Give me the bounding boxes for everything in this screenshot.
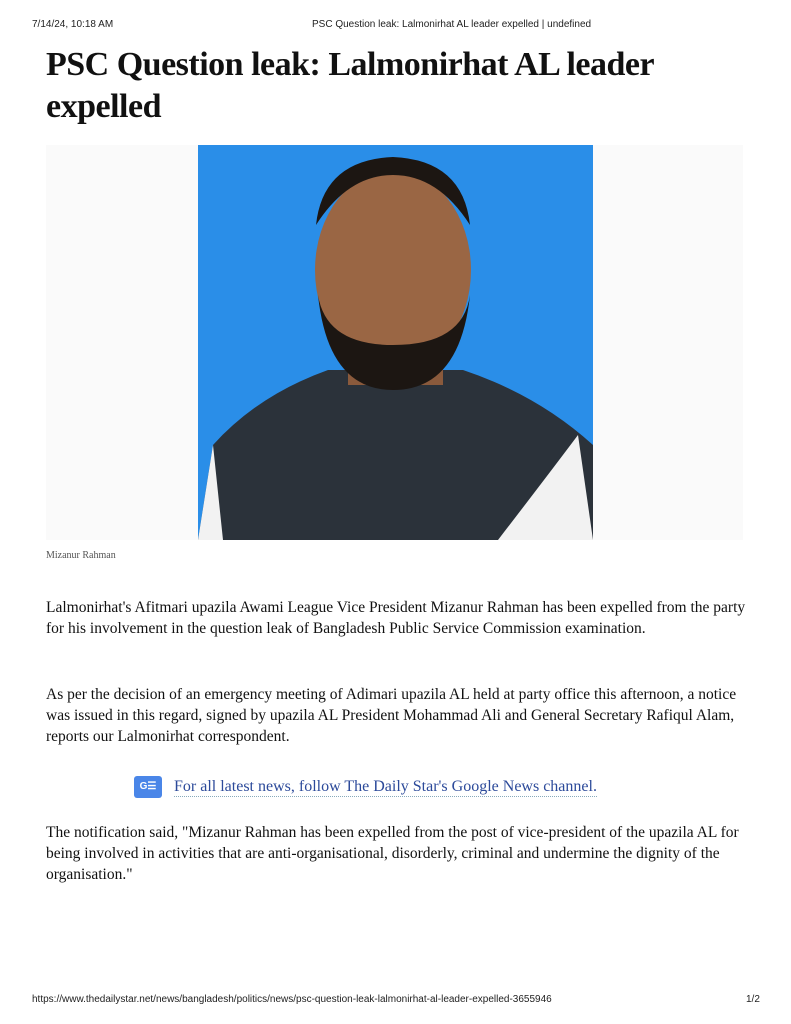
paragraph-1: Lalmonirhat's Afitmari upazila Awami League Vice President Mizanur Rahman has been expelled from the party for his involvement in the question leak of Bangladesh Public Service Commission examination. [46,599,746,637]
article-title: PSC Question leak: Lalmonirhat AL leader expelled [46,46,654,125]
article-photo [198,145,593,540]
google-news-icon: G☰ [134,776,162,798]
print-datetime: 7/14/24, 10:18 AM [32,19,114,30]
paragraph-2: As per the decision of an emergency meeting of Adimari upazila AL held at party office this afternoon, a notice was issued in this regard, signed by upazila AL President Mohammad Ali and General Secretary Rafiqul Alam, reports our Lalmonirhat correspondent. [46,686,737,745]
google-news-promo [134,776,597,798]
paragraph-3: The notification said, "Mizanur Rahman has been expelled from the post of vice-president of the upazila AL for being involved in activities that are anti-organisational, disorderly, criminal and undermine the dignity of the organisation." [46,824,739,883]
page-number: 1/2 [746,994,760,1005]
photo-caption: Mizanur Rahman [46,550,116,561]
print-page-title: PSC Question leak: Lalmonirhat AL leader expelled | undefined [312,19,592,30]
google-news-link[interactable]: For all latest news, follow The Daily Star's Google News channel. [174,777,597,795]
print-url: https://www.thedailystar.net/news/bangladesh/politics/news/psc-question-leak-lalmonirhat-al-leader-expelled-3655946 [32,994,552,1005]
